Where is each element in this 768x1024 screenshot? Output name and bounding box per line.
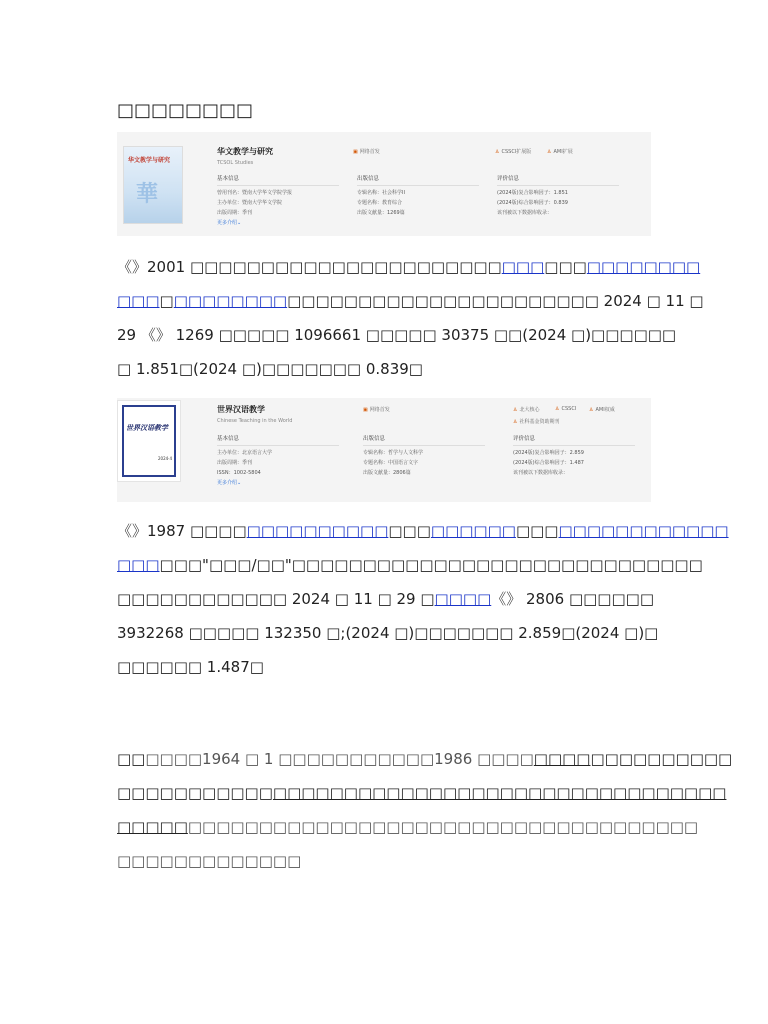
text-line: □□□□□□□□□□□□□□□□□□□□□□□□□□□□□□□□□□ 2024 □ 11 □ xyxy=(117,292,704,310)
journal-cover-image xyxy=(117,400,181,482)
section-heading: □□□□□□□□ xyxy=(117,100,254,121)
badge-icon: ♙ xyxy=(555,406,560,412)
cover-year: 2024·4 xyxy=(158,456,172,461)
text-line: □□□□□□□□□□□□□ xyxy=(117,852,302,870)
badge-icon: ♙ xyxy=(495,149,500,155)
text-line: □□□□□□ 1.487□ xyxy=(117,658,264,676)
inline-link[interactable]: □□□□□□□□ xyxy=(173,292,288,310)
info-line: 专题名称：教育综合 xyxy=(357,200,403,206)
tag-cssci: ♙ CSSCI xyxy=(555,406,577,412)
badge-icon: ♙ xyxy=(513,407,518,413)
evaluation-info-header: 评价信息 xyxy=(513,436,536,442)
more-intro-link[interactable]: 更多介绍⌄ xyxy=(217,220,242,226)
journal-cover-image xyxy=(123,146,183,224)
basic-info-column xyxy=(217,434,339,488)
inline-link[interactable]: □□□□□□□□□□□□ xyxy=(558,522,729,540)
publication-info-column xyxy=(363,434,485,478)
tag-online-first: ▣ 网络首发 xyxy=(353,149,380,155)
text-line: □□□□□□□□□□□□□□□□□□□□□□□□□□□□□□□□□□□□□□□□□□□ xyxy=(117,784,727,802)
inline-link[interactable]: □□□ xyxy=(117,556,160,574)
inline-link[interactable]: □□□□□□□□□□ xyxy=(246,522,389,540)
info-line: 主办单位：暨南大学华文学院 xyxy=(217,200,283,206)
calendar-icon: ▣ xyxy=(353,149,358,155)
text-line: □ 1.851□(2024 □)□□□□□□□ 0.839□ xyxy=(117,360,423,378)
info-line: 专辑名称：社会科学II xyxy=(357,190,405,196)
info-line: (2024版)综合影响因子：0.839 xyxy=(497,200,568,206)
evaluation-info-header: 评价信息 xyxy=(497,176,520,182)
journal-card-ctw[interactable] xyxy=(117,398,651,502)
paragraph-history xyxy=(117,742,733,878)
publication-info-header: 出版信息 xyxy=(363,436,386,442)
journal-card-tcsol[interactable] xyxy=(117,132,651,236)
tag-online-first: ▣ 网络首发 xyxy=(363,407,390,413)
basic-info-header: 基本信息 xyxy=(217,436,240,442)
info-line: 该刊被以下数据库收录： xyxy=(497,210,553,216)
inline-link[interactable]: □□□ xyxy=(117,292,160,310)
more-intro-link[interactable]: 更多介绍⌄ xyxy=(217,480,242,486)
inline-link[interactable]: □□□□ xyxy=(434,590,492,608)
text-line: 29 《》 1269 □□□□□ 1096661 □□□□□ 30375 □□(2024 □)□□□□□□ xyxy=(117,326,677,344)
tag-ami-authority: ♙ AMI权威 xyxy=(589,407,615,413)
text-line: □□□□□□□□□□□□ 2024 □ 11 □ 29 □□□□□《》 2806 □□□□□□ xyxy=(117,590,654,608)
cover-graphic: 華 xyxy=(136,182,159,207)
info-line: 曾用刊名：暨南大学华文学院学报 xyxy=(217,190,293,196)
inline-link[interactable]: □□□□□□ xyxy=(430,522,516,540)
publication-info-column xyxy=(357,174,479,218)
info-line: 出版周期：季刊 xyxy=(217,460,253,466)
info-line: (2024版)复合影响因子：2.859 xyxy=(513,450,584,456)
inline-link[interactable]: □□□□□□□□ xyxy=(586,258,701,276)
paragraph-tcsol xyxy=(117,250,704,386)
info-line: 出版文献量：2806篇 xyxy=(363,470,411,476)
tag-cssci-ext: ♙ CSSCI扩展版 xyxy=(495,149,532,155)
basic-info-header: 基本信息 xyxy=(217,176,240,182)
tag-pku-core: ♙ 北大核心 xyxy=(513,407,540,413)
text-line: □□□□□□1964 □ 1 □□□□□□□□□□□1986 □□□□□□□□□□□□□□□□□□ xyxy=(117,750,733,768)
info-line: (2024版)复合影响因子：1.851 xyxy=(497,190,568,196)
text-line: 《》1987 □□□□□□□□□□□□□□□□□□□□□□□□□□□□□□□□□□□□□□ xyxy=(117,522,729,540)
text-line: 《》2001 □□□□□□□□□□□□□□□□□□□□□□□□□□□□□□□□□□□□ xyxy=(117,258,701,276)
text-line: □□□□□□"□□□/□□"□□□□□□□□□□□□□□□□□□□□□□□□□□□□□ xyxy=(117,556,703,574)
info-line: 出版周期：季刊 xyxy=(217,210,253,216)
publication-info-header: 出版信息 xyxy=(357,176,380,182)
cover-title: 华文教学与研究 xyxy=(128,157,171,164)
info-line: (2024版)综合影响因子：1.487 xyxy=(513,460,584,466)
info-line: ISSN：1002-5804 xyxy=(217,470,261,476)
inline-link[interactable]: □□□ xyxy=(501,258,545,276)
evaluation-info-column xyxy=(497,174,619,218)
paragraph-ctw xyxy=(117,514,729,684)
badge-icon: ♙ xyxy=(513,419,518,425)
journal-title[interactable]: 世界汉语教学 xyxy=(217,405,265,414)
info-line: 专辑名称：哲学与人文科学 xyxy=(363,450,424,456)
info-line: 专题名称：中国语言文字 xyxy=(363,460,419,466)
tag-social-science-fund: ♙ 社科基金资助期刊 xyxy=(513,419,560,425)
basic-info-column xyxy=(217,174,339,228)
calendar-icon: ▣ xyxy=(363,407,368,413)
tag-ami-ext: ♙ AMI扩展 xyxy=(547,149,573,155)
badge-icon: ♙ xyxy=(589,407,594,413)
badge-icon: ♙ xyxy=(547,149,552,155)
info-line: 主办单位：北京语言大学 xyxy=(217,450,273,456)
evaluation-info-column xyxy=(513,434,635,478)
text-line: 3932268 □□□□□ 132350 □;(2024 □)□□□□□□□ 2.859□(2024 □)□ xyxy=(117,624,659,642)
info-line: 该刊被以下数据库收录： xyxy=(513,470,569,476)
journal-title[interactable]: 华文教学与研究 xyxy=(217,147,273,156)
info-line: 出版文献量：1269篇 xyxy=(357,210,405,216)
text-line: □□□□□□□□□□□□□□□□□□□□□□□□□□□□□□□□□□□□□□□□□ xyxy=(117,818,699,836)
journal-subtitle: TCSOL Studies xyxy=(217,160,254,166)
cover-title: 世界汉语教学 xyxy=(126,424,168,432)
journal-subtitle: Chinese Teaching in the World xyxy=(217,418,293,424)
